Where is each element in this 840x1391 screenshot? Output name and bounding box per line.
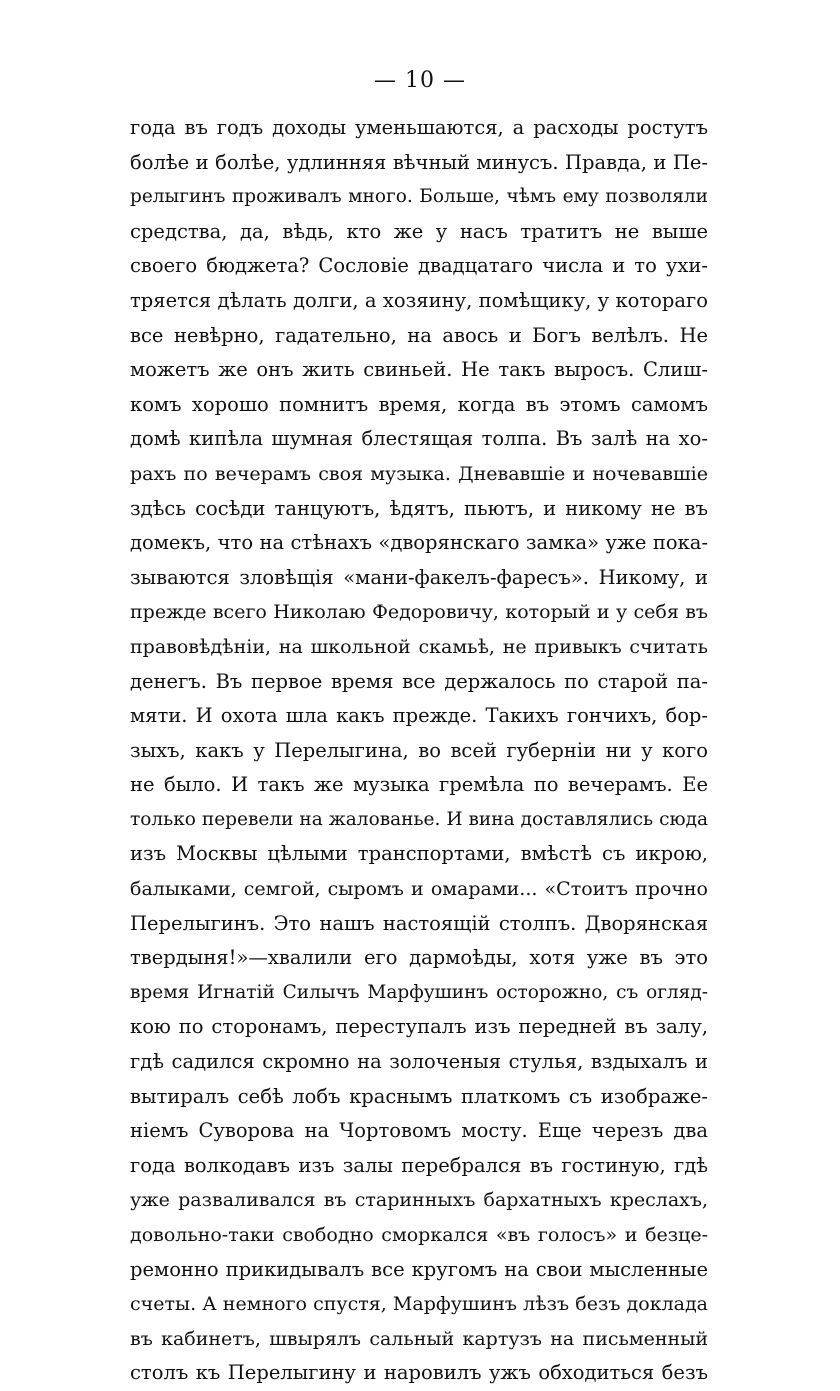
text-line: балыками, семгой, сыромъ и омарами... «Стоитъ прочно <box>130 878 708 901</box>
text-line: все невѣрно, гадательно, на авось и Богъ велѣлъ. Не <box>130 323 708 347</box>
text-line: ремонно прикидывалъ все кругомъ на свои мысленные <box>130 1257 708 1281</box>
text-line: счеты. А немного спустя, Марфушинъ лѣзъ безъ доклада <box>130 1293 708 1316</box>
body-text <box>130 111 708 1391</box>
text-line: довольно-таки свободно сморкался «въ голосъ» и безце- <box>130 1224 708 1246</box>
text-line: тряется дѣлать долги, а хозяину, помѣщику, у котораго <box>130 288 708 312</box>
text-line: здѣсь сосѣди танцуютъ, ѣдятъ, пьютъ, и никому не въ <box>130 496 708 520</box>
text-line: болѣе и болѣе, удлинняя вѣчный минусъ. Правда, и Пе- <box>130 150 708 174</box>
text-line: твердыня!»—хвалили его дармоѣды, хотя уже въ это <box>130 946 708 970</box>
text-line: прежде всего Николаю Федоровичу, который и у себя въ <box>130 601 708 624</box>
text-line: года волкодавъ изъ залы перебрался въ гостиную, гдѣ <box>130 1153 708 1177</box>
text-line: гдѣ садился скромно на золоченыя стулья, вздыхалъ и <box>130 1050 708 1074</box>
text-line: домекъ, что на стѣнахъ «дворянскаго замка» уже пока- <box>130 531 708 555</box>
text-line: средства, да, вѣдь, кто же у насъ тратитъ не выше <box>130 219 708 243</box>
text-line: кою по сторонамъ, переступалъ изъ передней въ залу, <box>130 1015 708 1039</box>
text-line: вытиралъ себѣ лобъ краснымъ платкомъ съ изображе- <box>130 1084 708 1108</box>
page-number: — 10 — <box>374 68 466 93</box>
text-line: мяти. И охота шла какъ прежде. Такихъ гончихъ, бор- <box>130 704 708 728</box>
text-line: въ кабинетъ, швырялъ сальный картузъ на письменный <box>130 1327 708 1350</box>
text-line: только перевели на жалованье. И вина доставлялись сюда <box>130 808 708 830</box>
text-line: ніемъ Суворова на Чортовомъ мосту. Еще черезъ два <box>130 1119 708 1143</box>
text-line: комъ хорошо помнитъ время, когда въ этомъ самомъ <box>130 392 708 416</box>
text-line: денегъ. Въ первое время все держалось по старой па- <box>130 669 708 693</box>
text-line: столъ къ Перелыгину и наровилъ ужъ обходиться безъ <box>130 1361 708 1385</box>
text-line: зываются зловѣщія «мани-факелъ-фаресъ». Никому, и <box>130 565 708 589</box>
text-line: рахъ по вечерамъ своя музыка. Дневавшіе и ночевавшіе <box>130 462 708 485</box>
text-line: года въ годъ доходы уменьшаются, а расходы ростутъ <box>130 116 708 139</box>
text-line: релыгинъ проживалъ много. Больше, чѣмъ ему позволяли <box>130 186 708 208</box>
text-line: Перелыгинъ. Это нашъ настоящій столпъ. Дворянская <box>130 911 708 935</box>
text-line: можетъ же онъ жить свиньей. Не такъ выросъ. Слиш- <box>130 358 708 382</box>
text-line: изъ Москвы цѣлыми транспортами, вмѣстѣ съ икрою, <box>130 842 708 866</box>
text-line: зыхъ, какъ у Перелыгина, во всей губерніи ни у кого <box>130 738 708 762</box>
text-line: уже разваливался въ старинныхъ бархатныхъ креслахъ, <box>130 1189 708 1212</box>
text-line: время Игнатій Силычъ Марфушинъ осторожно, съ огляд- <box>130 981 708 1003</box>
text-line: своего бюджета? Сословіе двадцатаго числа и то ухи- <box>130 254 708 278</box>
text-line: не было. И такъ же музыка гремѣла по вечерамъ. Ее <box>130 773 708 797</box>
text-line: правовѣдѣніи, на школьной скамьѣ, не привыкъ считать <box>130 635 708 658</box>
text-line: домѣ кипѣла шумная блестящая толпа. Въ залѣ на хо- <box>130 427 708 451</box>
